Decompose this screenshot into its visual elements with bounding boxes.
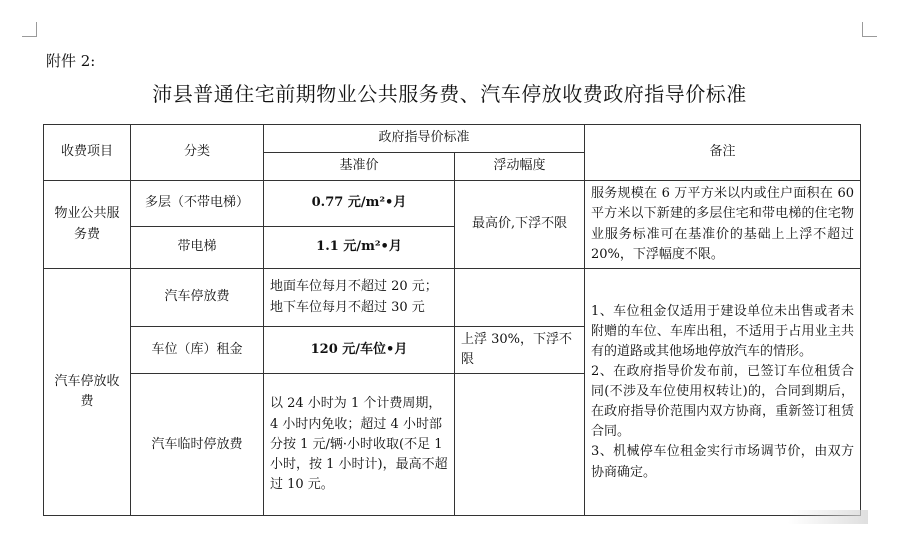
remark-property: 服务规模在 6 万平方米以内或住户面积在 60 平方米以下新建的多层住宅和带电梯的住宅物业服务标准可在基准价的基础上上浮不超过 20%，下浮幅度不限。 bbox=[585, 181, 861, 269]
category-no-elevator: 多层（不带电梯） bbox=[131, 181, 264, 227]
item-parking: 汽车停放收费 bbox=[44, 269, 131, 516]
base-price-no-elevator: 0.77 元/m²•月 bbox=[264, 181, 455, 227]
page-corner-mark-right bbox=[862, 22, 877, 37]
table-row bbox=[44, 181, 861, 227]
base-price-parking-rent: 120 元/车位•月 bbox=[264, 327, 455, 374]
attachment-label: 附件 2: bbox=[46, 52, 96, 70]
remark-parking-3: 3、机械停车位租金实行市场调节价，由双方协商确定。 bbox=[591, 444, 855, 480]
header-item: 收费项目 bbox=[44, 125, 131, 181]
fee-standard-table bbox=[43, 124, 861, 516]
header-category: 分类 bbox=[131, 125, 264, 181]
float-parking-rent: 上浮 30%，下浮不限 bbox=[455, 327, 585, 374]
header-remark: 备注 bbox=[585, 125, 861, 181]
header-guide-price: 政府指导价标准 bbox=[264, 125, 585, 153]
base-price-parking-fee: 地面车位每月不超过 20 元；地下车位每月不超过 30 元 bbox=[264, 269, 455, 327]
base-price-with-elevator: 1.1 元/m²•月 bbox=[264, 227, 455, 269]
table-header-row bbox=[44, 125, 861, 153]
category-parking-fee: 汽车停放费 bbox=[131, 269, 264, 327]
item-property-service: 物业公共服务费 bbox=[44, 181, 131, 269]
float-property: 最高价,下浮不限 bbox=[455, 181, 585, 269]
float-temporary-parking bbox=[455, 374, 585, 516]
category-temporary-parking: 汽车临时停放费 bbox=[131, 374, 264, 516]
document-title: 沛县普通住宅前期物业公共服务费、汽车停放收费政府指导价标准 bbox=[152, 82, 747, 106]
base-price-temporary-parking: 以 24 小时为 1 个计费周期，4 小时内免收；超过 4 小时部分按 1 元/辆·小时收取(不足 1 小时，按 1 小时计)，最高不超过 10 元。 bbox=[264, 374, 455, 516]
header-base-price: 基准价 bbox=[264, 153, 455, 181]
category-with-elevator: 带电梯 bbox=[131, 227, 264, 269]
table-row bbox=[44, 269, 861, 327]
watermark bbox=[788, 510, 868, 524]
header-float-range: 浮动幅度 bbox=[455, 153, 585, 181]
float-parking-fee bbox=[455, 269, 585, 327]
remark-parking-2: 2、在政府指导价发布前，已签订车位租赁合同(不涉及车位使用权转让)的，合同到期后，在政府指导价范围内双方协商，重新签订租赁合同。 bbox=[591, 363, 855, 440]
category-parking-rent: 车位（库）租金 bbox=[131, 327, 264, 374]
remark-parking-1: 1、车位租金仅适用于建设单位未出售或者未附赠的车位、车库出租，不适用于占用业主共有的道路或其他场地停放汽车的情形。 bbox=[591, 303, 855, 359]
page-corner-mark-left bbox=[22, 22, 37, 37]
remark-parking bbox=[585, 269, 861, 516]
